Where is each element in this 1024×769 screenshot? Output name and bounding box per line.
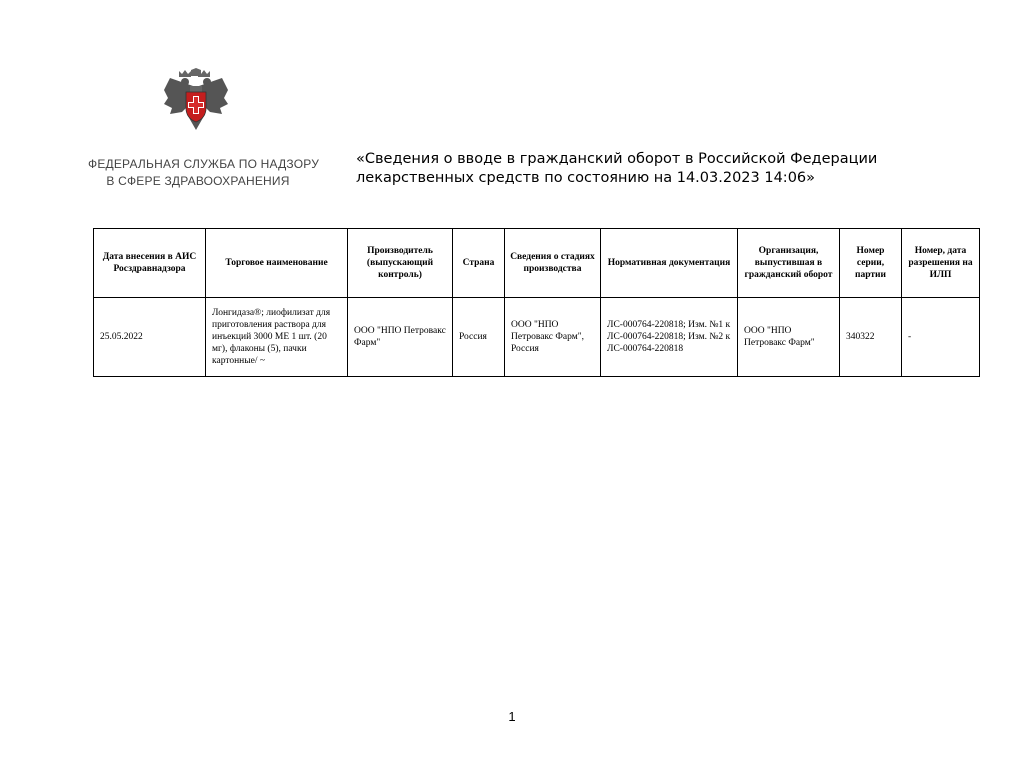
column-header-ilp-permit: Номер, дата разрешения на ИЛП xyxy=(902,229,980,298)
column-header-releasing-organization: Организация, выпустившая в гражданский оборот xyxy=(738,229,840,298)
cell-date: 25.05.2022 xyxy=(94,298,206,377)
cell-manufacturer: ООО "НПО Петровакс Фарм" xyxy=(348,298,453,377)
cell-batch-number: 340322 xyxy=(840,298,902,377)
column-header-date: Дата внесения в АИС Росздравнадзора xyxy=(94,229,206,298)
document-title-line2: лекарственных средств по состоянию на 14.03.2023 14:06» xyxy=(356,170,816,186)
column-header-manufacturer: Производитель (выпускающий контроль) xyxy=(348,229,453,298)
cell-regulatory-docs: ЛС-000764-220818; Изм. №1 к ЛС-000764-220818; Изм. №2 к ЛС-000764-220818 xyxy=(601,298,738,377)
cell-country: Россия xyxy=(453,298,505,377)
table-row xyxy=(94,298,980,377)
cell-production-stages: ООО "НПО Петровакс Фарм", Россия xyxy=(505,298,601,377)
cell-trade-name: Лонгидаза®; лиофилизат для приготовления раствора для инъекций 3000 МЕ 1 шт. (20 мг), флаконы (5), пачки картонные/ ~ xyxy=(206,298,348,377)
column-header-trade-name: Торговое наименование xyxy=(206,229,348,298)
cell-releasing-organization: ООО "НПО Петровакс Фарм" xyxy=(738,298,840,377)
column-header-batch-number: Номер серии, партии xyxy=(840,229,902,298)
column-header-country: Страна xyxy=(453,229,505,298)
table-header-row xyxy=(94,229,980,298)
document-title xyxy=(356,150,956,188)
agency-name-line1: ФЕДЕРАЛЬНАЯ СЛУЖБА ПО НАДЗОРУ xyxy=(88,157,320,171)
agency-name xyxy=(88,156,320,190)
cell-ilp-permit: - xyxy=(902,298,980,377)
document-title-line1: «Сведения о вводе в гражданский оборот в Российской Федерации xyxy=(356,151,878,167)
double-headed-eagle-emblem-icon xyxy=(160,68,232,140)
page-number: 1 xyxy=(508,709,516,724)
registry-table xyxy=(93,228,980,377)
agency-name-line2: В СФЕРЕ ЗДРАВООХРАНЕНИЯ xyxy=(106,174,290,188)
column-header-regulatory-docs: Нормативная документация xyxy=(601,229,738,298)
column-header-production-stages: Сведения о стадиях производства xyxy=(505,229,601,298)
